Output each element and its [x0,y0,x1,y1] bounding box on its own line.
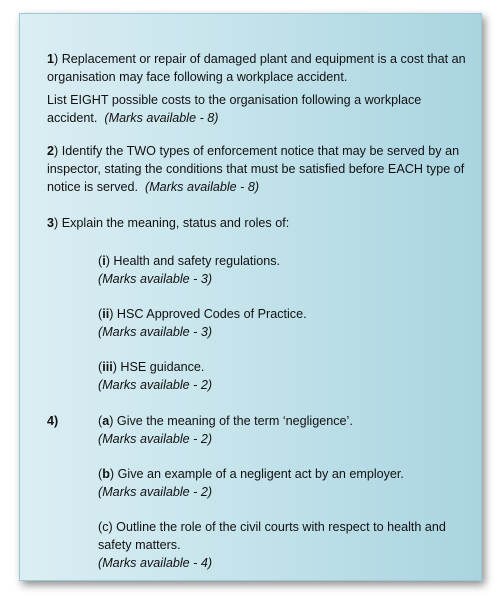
question-4-part-a: (a) Give the meaning of the term ‘negligence’. (Marks available - 2) [98,412,473,448]
marks-q4-a: (Marks available - 2) [98,432,213,446]
marks-q2: (Marks available - 8) [145,180,260,194]
question-1-text: 1) Replacement or repair of damaged plant and equipment is a cost that an organisation may face following a workplace accident. [47,52,466,84]
question-3-part-ii: (ii) HSC Approved Codes of Practice. (Marks available - 3) [98,305,473,341]
marks-q1: (Marks available - 8) [104,111,219,125]
marks-q4-b: (Marks available - 2) [98,485,213,499]
question-2-text: 2) Identify the TWO types of enforcement notice that may be served by an inspector, stating the conditions that must be satisfied before EACH type of notice is served. (Marks available - 8) [47,144,465,194]
question-3-text: 3) Explain the meaning, status and roles of: [47,216,290,230]
question-card [19,13,482,581]
question-3-part-iii: (iii) HSE guidance. (Marks available - 2) [98,358,473,394]
question-3-part-i: (i) Health and safety regulations. (Marks available - 3) [98,252,473,288]
marks-q3-iii: (Marks available - 2) [98,378,213,392]
question-4-number: 4) [47,414,59,428]
question-4-part-b: (b) Give an example of a negligent act by an employer. (Marks available - 2) [98,465,473,501]
marks-q3-ii: (Marks available - 3) [98,325,213,339]
question-1-instruction: List EIGHT possible costs to the organisation following a workplace accident. (Marks available - 8) [47,93,422,125]
marks-q3-i: (Marks available - 3) [98,272,213,286]
question-4-part-c: (c) Outline the role of the civil courts with respect to health and safety matters. (Marks available - 4) [98,518,473,572]
marks-q4-c: (Marks available - 4) [98,556,213,570]
